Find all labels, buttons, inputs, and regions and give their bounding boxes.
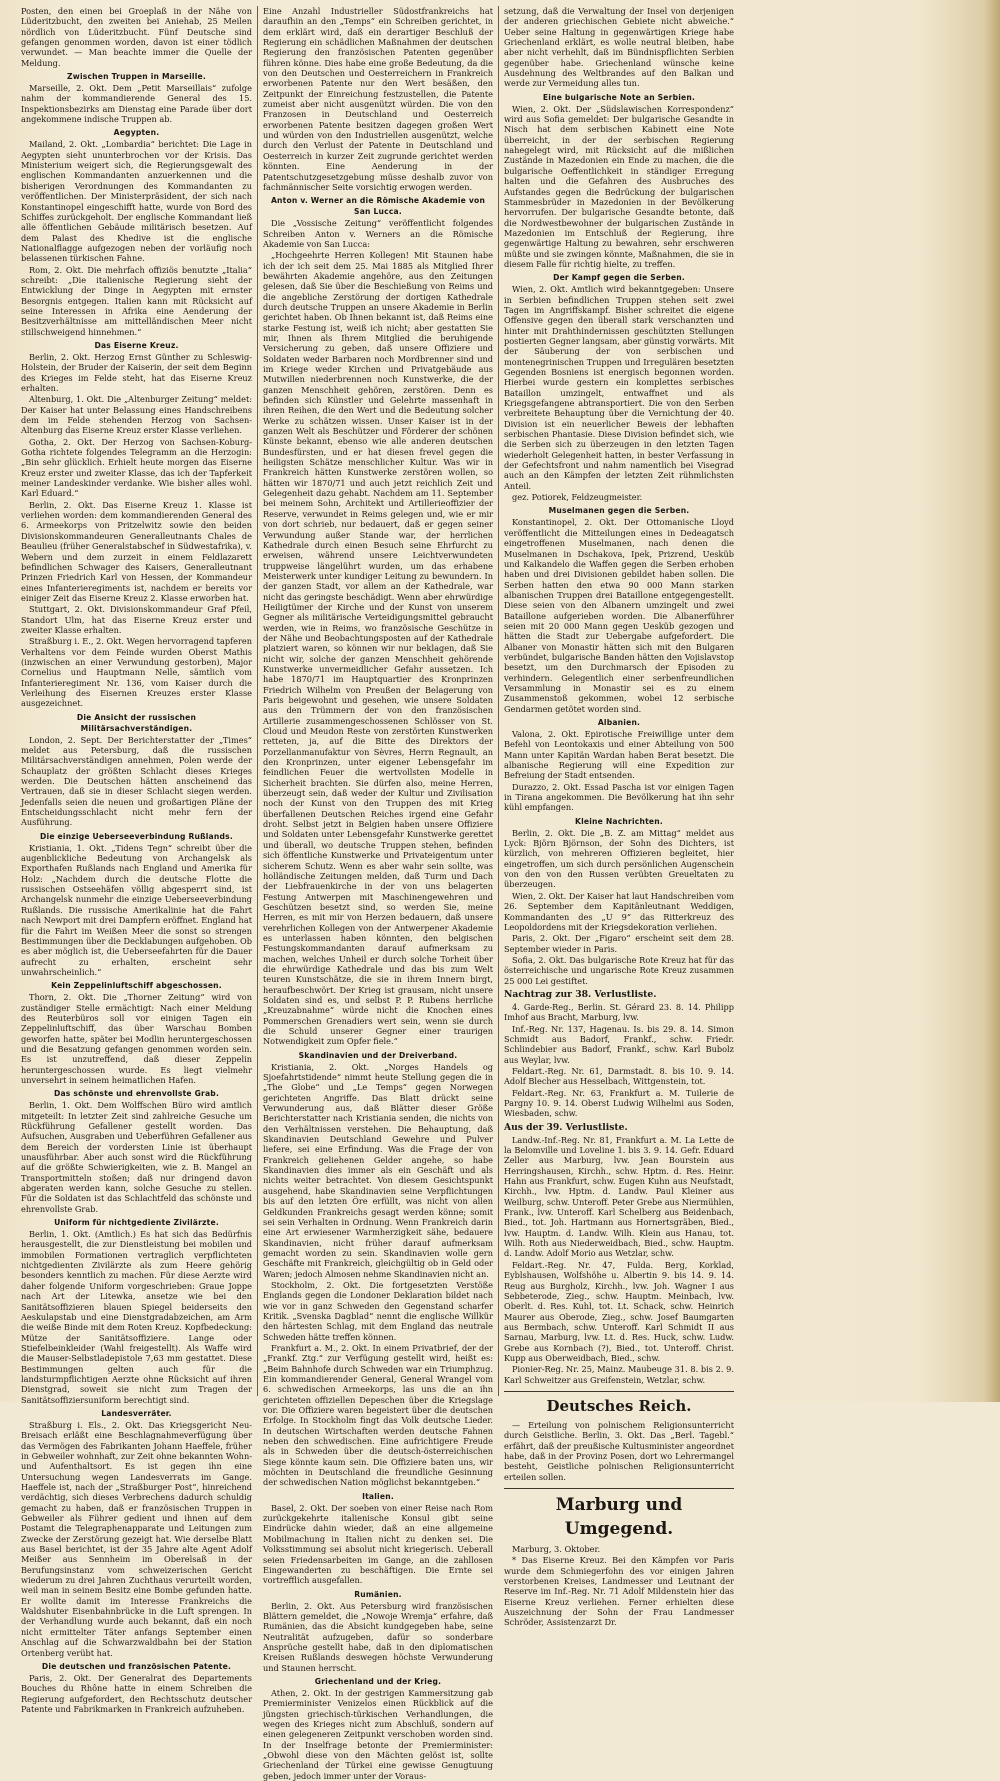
article-paragraph: Basel, 2. Okt. Der soeben von einer Reise nach Rom zurückgekehrte italienische Konsul gibt seine Eindrücke dahin wieder, daß an eine allgemeine Mobilmachung in Italien nicht zu denken sei. Die Volksstimmung sei absolut nicht kriegerisch. Ueberall seien Friedensarbeiten im Gange, an die zahllosen Eingewanderten zu beschäftigen. Die Ernte sei vortrefflich ausgefallen. bbox=[263, 1502, 493, 1586]
section-heading: Das Eiserne Kreuz. bbox=[94, 340, 179, 350]
article-paragraph: Valona, 2. Okt. Epirotische Freiwillige unter dem Befehl von Leontokaxis und einer Abteilung von 500 Mann unter Kapitän Wardan haben Berat besetzt. Die albanische Regierung will eine Expedition zur Befreiung der Stadt entsenden. bbox=[504, 729, 734, 781]
article-paragraph: Thorn, 2. Okt. Die „Thorner Zeitung“ wird von zuständiger Stelle ermächtigt: Nach einer Meldung des Reuterbüros soll vor einigen Tagen ein Zeppelinluftschiff, das über Warschau Bomben geworfen hatte, später bei Modlin heruntergeschossen und die Besatzung gefangen genommen worden sein. Es ist unzutreffend, daß dieser Zeppelin heruntergeschossen wurde. Es liegt vielmehr unversehrt in seinem heimatlichen Hafen. bbox=[21, 992, 252, 1085]
section-heading: Die einzige Ueberseeverbindung Rußlands. bbox=[40, 831, 233, 841]
section-heading: Aegypten. bbox=[113, 128, 160, 138]
section-heading: Albanien. bbox=[597, 718, 641, 727]
section-heading: Italien. bbox=[362, 1491, 394, 1501]
article-paragraph: Berlin, 2. Okt. Herzog Ernst Günther zu Schleswig-Holstein, der Bruder der Kaiserin, der seit dem Beginn des Krieges im Felde steht, hat das Eiserne Kreuz erhalten. bbox=[21, 351, 252, 393]
section-heading: Griechenland und der Krieg. bbox=[314, 1676, 442, 1686]
article-paragraph: Berlin, 2. Okt. Das Eiserne Kreuz 1. Klasse ist verliehen worden: dem kommandierenden General des 6. Armeekorps von Pritzelwitz sowie den beiden Divisionskommandeuren Generalleutnants Chales de Beaulieu (früher Generalstabschef in Südwestafrika), v. Webern und dem zurzeit in einem Feldlazarett befindlichen Schwager des Kaisers, Generalleutnant Prinzen Friedrich Karl von Hessen, der Kommandeur eines Infanterieregiments ist, nachdem er bereits vor einiger Zeit das Eiserne Kreuz 2. Klasse erworben hat. bbox=[21, 499, 252, 603]
section-heading: Zwischen Truppen in Marseille. bbox=[67, 72, 206, 82]
section-heading: Die Ansicht der russischen Militärsachverständigen. bbox=[76, 712, 197, 733]
column-container bbox=[16, 6, 982, 1781]
section-heading: Landesverräter. bbox=[101, 1408, 172, 1418]
article-paragraph: Gotha, 2. Okt. Der Herzog von Sachsen-Koburg-Gotha richtete folgendes Telegramm an die Herzogin: „Bin sehr glücklich. Erhielt heute morgen das Eiserne Kreuz erster und zweiter Klasse, das ich der Tapferkeit meiner Landeskinder verdanke. Wie bisher alles wohl. Karl Eduard.“ bbox=[21, 436, 252, 499]
article-paragraph: — Erteilung von polnischem Religionsunterricht durch Geistliche. Berlin, 3. Okt. Das „Berl. Tagebl.“ erfährt, daß der preußische Kultusminister angeordnet habe, daß in der Provinz Posen, dort wo Lehrermangel besteht, Geistliche polnischen Religionsunterricht erteilen sollen. bbox=[504, 1419, 734, 1482]
section-heading: Uniform für nichtgediente Zivilärzte. bbox=[54, 1218, 219, 1228]
article-paragraph: Pionier-Reg. Nr. 25, Mainz. Maubeuge 31. 8. bis 2. 9. Karl Schweitzer aus Greifenstein, Wetzlar, schw. bbox=[504, 1364, 734, 1385]
article-paragraph: Die „Vossische Zeitung“ veröffentlicht folgendes Schreiben Anton v. Werners an die Römische Akademie von San Lucca: bbox=[263, 218, 493, 249]
article-paragraph: Athen, 2. Okt. In der gestrigen Kammersitzung gab Premierminister Venizelos einen Rückblick auf die jüngsten griechisch-türkischen Verhandlungen, die wegen des Krieges nicht zum Abschluß, sondern auf einen gelegeneren Zeitpunkt verschoben worden sind. In der Inselfrage betonte der Premierminister: „Obwohl diese von den Mächten gelöst ist, sollte Griechenland der Türkei eine gewisse Genugtuung geben, jedoch immer unter der Voraus- bbox=[263, 1687, 493, 1781]
article-paragraph: Berlin, 2. Okt. Die „B. Z. am Mittag“ meldet aus Lyck: Björn Björnson, der Sohn des Dichters, ist kürzlich, von mehreren Offizieren begleitet, hier eingetroffen, um sich durch persönlichen Augenschein von den von den Russen verübten Greueltaten zu überzeugen. bbox=[504, 827, 734, 890]
article-paragraph: Konstantinopel, 2. Okt. Der Ottomanische Lloyd veröffentlicht die Mitteilungen eines in Dedeagatsch eingetroffenen Muselmanen, nach denen die Muselmanen in Dschakova, Ipek, Prizrend, Uesküb und Kalkandelo die Waffen gegen die Serben erhoben haben und drei Divisionen gebildet haben sollen. Die Serben hatten den etwa 90 000 Mann starken albanischen Truppen drei Bataillone entgegengestellt. Diese seien von den Albanern umzingelt und zwei Bataillone aufgerieben worden. Die Albanerführer seien mit 20 000 Mann gegen Uesküb gezogen und hätten die Stadt zur Uebergabe aufgefordert. Die Albaner von Monastir hätten sich mit den Bulgaren verbündet, bulgarische Banden hätten den Vojislavstop besetzt, um den Durchmarsch der Episoden zu verhindern. Gelegentlich einer serbenfreundlichen Versammlung in Monastir sei es zu einem Zusammenstoß gekommen, wobei 12 serbische Gendarmen getötet worden sind. bbox=[504, 517, 734, 714]
section-heading: Die deutschen und französischen Patente. bbox=[41, 1661, 232, 1671]
article-paragraph: setzung, daß die Verwaltung der Insel von derjenigen der anderen griechischen Gebiete nicht abweiche.“ Ueber seine Haltung in gegenwärtigen Kriege habe Griechenland erklärt, es wolle neutral bleiben, habe aber nicht verhehlt, daß im Bündnispflichten Serbien gegenüber habe. Griechenland wünsche keine Ausdehnung des Weltbrandes auf den Balkan und werde zur Vermeidung alles tun. bbox=[504, 6, 734, 89]
list-heading: Aus der 39. Verlustliste. bbox=[504, 1121, 628, 1133]
article-paragraph: Eine Anzahl Industrieller Südostfrankreichs hat daraufhin an den „Temps“ ein Schreiben gerichtet, in dem erklärt wird, daß ein derartiger Beschluß der Regierung ein schädlichen Maßnahmen der deutschen Regierung den französischen Patenten gegenüber führen könne. Dies habe eine große Bedeutung, da die von den Deutschen und Oesterreichern in Frankreich erworbenen Patente nur den Wert besäßen, den Zeitpunkt der Einreichung festzustellen, die Patente zumeist aber nicht ausgenützt würden. Die von den Franzosen in Deutschland und Oesterreich erworbenen Patente besitzen dagegen großen Wert und würden von den Industriellen ausgenützt, welche durch den Verlust der Patente in Deutschland und Oesterreich in kurzer Zeit zugrunde gerichtet werden könnten. Eine Aenderung in der Patentschutzgesetzgebung müsse deshalb zuvor von fachmännischer Seite vorsichtig erwogen werden. bbox=[263, 6, 493, 192]
section-heading: Eine bulgarische Note an Serbien. bbox=[542, 92, 696, 102]
section-heading: Das schönste und ehrenvollste Grab. bbox=[53, 1089, 220, 1099]
page-edge-shadow bbox=[984, 0, 1000, 1402]
article-paragraph: 4. Garde-Reg., Berlin. St. Gérard 23. 8. 14. Philipp Imhof aus Bracht, Marburg, lvw. bbox=[504, 1001, 734, 1023]
article-paragraph: Mailand, 2. Okt. „Lombardia“ berichtet: Die Lage in Aegypten sieht ununterbrochen vor der Krisis. Das Ministerium weigert sich, die Regierungsgewalt des englischen Kommandanten anzuerkennen und die bisherigen Verordnungen des Kommandanten zu veröffentlichen. Der Ministerpräsident, der sich nach Konstantinopel eingeschifft hatte, wurde von Bord des Schiffes zurückgeholt. Der englische Kommandant ließ alle öffentlichen Gebäude militärisch besetzen. Auf dem Palast des Khedive ist die englische Nationalflagge aufgezogen neben der vorläufig noch belassenen türkischen Fahne. bbox=[21, 139, 252, 264]
section-heading: Muselmanen gegen die Serben. bbox=[548, 506, 690, 516]
section-heading: Kein Zeppelinluftschiff abgeschossen. bbox=[51, 981, 222, 991]
article-paragraph: Frankfurt a. M., 2. Okt. In einem Privatbrief, der der „Frankf. Ztg.“ zur Verfügung gestellt wird, heißt es: „Beim Bahnhofe durch Schweden war ein Triumphzug. Ein kommandierender General, General Wrangel vom 6. schwedischen Armeekorps, las uns die an ihn gerichteten offiziellen Depeschen über die Kriegslage vor. Die Offiziere waren begeistert über die deutschen Erfolge. In Stockholm fingt das Volk deutsche Lieder. In deutschen Wirtschaften werden deutsche Fahnen neben den schwedischen. Eine aufrichtigere Freude als in Schweden über die deutsch-österreichischen Siege könnte kaum sein. Die Offiziere baten uns, wir möchten in Deutschland die freundliche Gesinnung der schwedischen Nation möglichst bekanntgeben.“ bbox=[263, 1342, 493, 1488]
article-paragraph: Feldart.-Reg. Nr. 61, Darmstadt. 8. bis 10. 9. 14. Adolf Blecher aus Hesselbach, Wittgenstein, tot. bbox=[504, 1065, 734, 1087]
article-paragraph: Altenburg, 1. Okt. Die „Altenburger Zeitung“ meldet: Der Kaiser hat unter Belassung eines Handschreibens dem im Felde stehenden Herzog von Sachsen-Altenburg das Eiserne Kreuz erster Klasse verliehen. bbox=[21, 394, 252, 436]
article-paragraph: Feldart.-Reg. Nr. 47, Fulda. Berg, Korklad, Eyblshausen, Wolfshöhe u. Albertin 9. bis 14. 9. 14. Reug aus Burgholz, Kirchh., lvw. Joh. Wagner I aus Sebbeterode, Zieg., schw. Hauptm. Meinbach, lvw. Oberlt. d. Res. Kuhl, tot. Lt. Schack, schw. Heinrich Maurer aus Oberode, Zieg., schw. Josef Baumgarten aus Bermbach, schw. Unteroff. Karl Schmidt II aus Sarnau, Marburg, lvw. Lt. d. Res. Huck, schw. Ludw. Grebe aus Kornbach (?), Bied., tot. Unteroff. Christ. Kupp aus Oberweidbach, Bied., schw. bbox=[504, 1259, 734, 1363]
article-paragraph: Durazzo, 2. Okt. Essad Pascha ist vor einigen Tagen in Tirana angekommen. Die Bevölkerung hat ihn sehr kühl empfangen. bbox=[504, 781, 734, 813]
article-paragraph: „Hochgeehrte Herren Kollegen! Mit Staunen habe ich der ich seit dem 25. Mai 1885 als Mitglied Ihrer bewährten Akademie angehöre, aus den Zeitungen gelesen, daß Sie über die Beschießung von Reims und die angebliche Zerstörung der dortigen Kathedrale durch deutsche Truppen an unsere Akademie in Berlin gerichtet haben. Ob Ihnen bekannt ist, daß Reims eine starke Festung ist, weiß ich nicht; aber gestatten Sie mir, Ihnen als Ihrem Mitglied die beruhigende Versicherung zu geben, daß unsere Offiziere und Soldaten weder Barbaren noch Mordbrenner sind und im Kriege weder Kirchen und Privatgebäude aus Mutwillen niederbrennen noch Kunstwerke, die der ganzen Menschheit gehören, zerstören. Denn es befinden sich Künstler und Gelehrte massenhaft in ihren Reihen, die den Wert und die Bedeutung solcher Werke zu schätzen wissen. Unser Kaiser ist in der ganzen Welt als Beschützer und Förderer der schönen Künste bekannt, ebenso wie alle anderen deutschen Bundesfürsten, und er hat diesen frevel gegen die heiligsten Schätze menschlicher Kultur. Was wir in Frankreich hätten Kunstwerke zerstören wollen, so hätten wir 1870/71 und auch jetzt reichlich Zeit und Gelegenheit dazu gehabt. Nachdem am 11. September bei meinem Sohn, Architekt und Artillerieoffizier der Reserve, verwundet in Reims gelegen und, wie er mir von dort schrieb, nur bedauert, daß er gegen seiner Verwundung außer Stande war, der herrlichen Kathedrale durch einen Besuch seine Ehrfurcht zu erweisen, während unsere Leichtverwundeten truppweise längelührt wurden, um das erhabene Meisterwerk unter kundiger Leitung zu bewundern. In der ganzen Stadt, vor allem an der Kathedrale, war nicht das geringste beschädigt. Wenn aber ehrwürdige Heiligtümer der Kirche und der Kunst von unserem Gegner als militärische Verteidigungsmittel gebraucht werden, wie in Reims, wo französische Geschütze in der Nähe und Beobachtungsposten auf der Kathedrale platziert waren, so können wir nur beklagen, daß Sie nicht wir, solche der ganzen Menschheit gehörende Kunstwerke unvermeidlicher Gefahr aussetzen. Ich habe 1870/71 im Hauptquartier des Kronprinzen Friedrich Wilhelm von Preußen der Belagerung von Paris beigewohnt und gesehen, wie unsere Soldaten aus den Trümmern der von den französischen Artillerie zusammengeschossenen Schlösser von St. Cloud und Meudon Reste von zerstörten Kunstwerken retteten, ja, auf die Bitte des Direktors der Porzellanmanufaktur von Sèvres, Herrn Regnault, an den Kronprinzen, unter eigener Lebensgefahr im feindlichen Feuer die wertvollsten Modelle in Sicherheit brachten. Sie dürfen also, meine Herren, überzeugt sein, daß weder der Kultur und Zivilisation noch der Kunst von den Truppen des mit Krieg überfallenen Deutschen Reiches irgend eine Gefahr droht. Selbst jetzt in Belgien haben unsere Offiziere und Soldaten unter Lebensgefahr Kunstwerke gerettet und überall, wo deutsche Truppen stehen, befinden sich öffentliche Kunstwerke und Privateigentum unter sicherem Schutz. Wenn es aber wahr sein sollte, was holländische Zeitungen melden, daß Turm und Dach der Liebfrauenkirche in der von uns belagerten Festung Antwerpen mit Maschinengewehren und Geschützen besetzt sind, so werden Sie, meine Herren, es mit mir von Herzen bedauern, daß unsere verehrlichen Kollegen von der Antwerpener Akademie es unterlassen haben könnten, den belgischen Festungskommandanten darauf aufmerksam zu machen, welches Unheil er durch solche Torheit über die ehrwürdige Kathedrale und das bis zum Welt teuren Kunstschätze, die sie in ihrem Innern birgt, heraufbeschwört. Der Krieg ist grausam, nicht unsere Soldaten sind es, und selbst P. P. Rubens herrliche „Kreuzabnahme“ würde nicht die Knochen eines Pommerschen Grenadiers wert sein, wenn sie durch die Schuld unserer Gegner einer traurigen Notwendigkeit zum Opfer fiele.“ bbox=[263, 250, 493, 1047]
article-paragraph: Berlin, 1. Okt. (Amtlich.) Es hat sich das Bedürfnis herausgestellt, die zur Dienstleistung bei mobilen und immobilen Formationen vertraglich verpflichteten nichtgedienten Zivilärzte als zum Heere gehörig besonders kenntlich zu machen. Für diese Aerzte wird daher folgende Uniform vorgeschrieben: Graue Joppe nach Art der Litewka, ansetze wie bei den Sanitätsoffizieren blauen Spiegel beiderseits den Aeskulapstab und eine Dienstgradabzeichen, am Arm die weiße Binde mit dem Roten Kreuz. Kopfbedeckung: Mütze der Sanitätsoffiziere. Lange oder Stiefelbeinkleider (Wahl freigestellt). Als Waffe wird die Mauser-Selbstladepistole 7,63 mm gestattet. Diese Bestimmungen gelten auch für die landsturmpflichtigen Aerzte ohne Rücksicht auf ihren Dienstgrad, soweit sie nicht zum Tragen der Sanitätsoffiziersuniform berechtigt sind. bbox=[21, 1229, 252, 1405]
article-paragraph: Marseille, 2. Okt. Dem „Petit Marseillais“ zufolge nahm der kommandierende General des 15. Inspektionsbezirks am Dienstag eine Parade über dort angekommene indische Truppen ab. bbox=[21, 83, 252, 125]
section-heading: Rumänien. bbox=[354, 1589, 402, 1599]
column-3 bbox=[498, 6, 739, 1628]
section-heading: Skandinavien und der Dreiverband. bbox=[298, 1050, 458, 1060]
article-paragraph: Wien, 2. Okt. Amtlich wird bekanntgegeben: Unsere in Serbien befindlichen Truppen stehen seit zwei Tagen im Angriffskampf. Bisher schreitet die eigene Offensive gegen den überall stark verschanzten und hinter mit Drahthindernissen geschützten Stellungen postierten Gegner langsam, aber günstig vorwärts. Mit der Säuberung der von serbischen und montenegrinischen Truppen und Irregulären besetzten Gegenden Bosniens ist energisch begonnen worden. Hierbei wurde gestern ein komplettes serbisches Bataillon umzingelt, entwaffnet und als Kriegsgefangene abtransportiert. Die von den Serben verbreitete Behauptung über die Vernichtung der 40. Division ist ein neuerlicher Beweis der lebhaften serbischen Phantasie. Diese Division befindet sich, wie die Serben sich zu überzeugen in den letzten Tagen wiederholt Gelegenheit hatten, in bester Verfassung in der Gefechtsfront und nahm namentlich bei Visegrad auch an den Kämpfen der letzten Zeit rühmlichsten Anteil. bbox=[504, 284, 734, 491]
article-paragraph: Inf.-Reg. Nr. 137, Hagenau. Is. bis 29. 8. 14. Simon Schmidt aus Badorf, Frankf., schw. Friedr. Schlindebier aus Badorf, Frankf., schw. Karl Bubolz aus Weylar, lvw. bbox=[504, 1023, 734, 1065]
article-paragraph: Posten, den einen bei Groeplaß in der Nähe von Lüderitzbucht, den zweiten bei Aniehab, 25 Meilen nördlich von Lüderitzbucht. Fünf Deutsche sind gefangen genommen worden, davon ist einer tödlich verwundet. — Man beachte immer die Quelle der Meldung. bbox=[21, 6, 252, 68]
major-section-heading: Deutsches Reich. bbox=[504, 1391, 734, 1417]
article-paragraph: Rom, 2. Okt. Die mehrfach offiziös benutzte „Italia“ schreibt: „Die italienische Regierung sieht der Entwicklung der Dinge in Aegypten mit ernster Besorgnis entgegen. Italien kann mit Rücksicht auf seine Interessen in Afrika eine Aenderung der Besitzverhältnisse am mittelländischen Meer nicht stillschweigend hinnehmen.“ bbox=[21, 264, 252, 337]
section-heading: Der Kampf gegen die Serben. bbox=[553, 273, 685, 283]
article-paragraph: Paris, 2. Okt. Der „Figaro“ erscheint seit dem 28. September wieder in Paris. bbox=[504, 933, 734, 954]
article-paragraph: Kristiania, 2. Okt. „Norges Handels og Sjoefahrtstidende“ nimmt heute Stellung gegen die in „The Globe“ und „Le Temps“ gegen Norwegen gerichteten Angriffe. Das Blatt drückt seine Verwunderung aus, daß Blätter dieser Größe Berichterstatter nach Kristiania senden, die nichts von den Verhältnissen verstehen. Die Behauptung, daß Skandinavien Deutschland Gewehre und Pulver liefere, sei eine Erfindung. Was die Frage der von Frankreich geliehenen Gelder angehe, so habe Skandinavien dies immer als ein Geschäft und als nichts weiter betrachtet. Von diesem Gesichtspunkt ausgehend, habe Skandinavien seine Verpflichtungen bis auf den letzten Öre erfüllt, was nicht von allen Geldkunden Frankreichs gesagt werden könne; somit sei sein Verhalten in Ordnung. Wenn Frankreich darin eine Art erwiesener Warmherzigkeit sähe, bedauere Skandinavien, nicht früher darauf aufmerksam gemacht worden zu sein. Skandinavien wolle gern Geschäfte mit Frankreich, gleichgültig ob in Geld oder Waren; jedoch Almosen nehme Skandinavien nicht an. bbox=[263, 1061, 493, 1279]
article-paragraph: Berlin, 1. Okt. Dem Wolffschen Büro wird amtlich mitgeteilt: In letzter Zeit sind zahlreiche Gesuche um Rückführung Gefallener gestellt worden. Das Aufsuchen, Ausgraben und Ueberführen Gefallener aus dem Bereich der vordersten Linie ist überhaupt unausführbar. Aber auch sonst wird die Rückführung auf die größte Schwierigkeiten, wie z. B. Mangel an Transportmitteln stoßen; daß nur dringend davon abgeraten werden kann, solche Gesuche zu stellen. Für die Soldaten ist das Schlachtfeld das schönste und ehrenvollste Grab. bbox=[21, 1100, 252, 1214]
article-paragraph: Sofia, 2. Okt. Das bulgarische Rote Kreuz hat für das österreichische und ungarische Rote Kreuz zusammen 25 000 Lei gestiftet. bbox=[504, 954, 734, 986]
article-paragraph: Straßburg i. Els., 2. Okt. Das Kriegsgericht Neu-Breisach erläßt eine Beschlagnahmeverfügung über das Vermögen des Fabrikanten Johann Haeffele, früher in Gebweiler wohnhaft, zur Zeit ohne bekannten Wohn- und Aufenthaltsort. Es ist gegen ihn eine Untersuchung wegen Landesverrats im Gange. Haeffele ist, nach der „Straßburger Post“, hinreichend verdächtig, sich dieses Verbrechens dadurch schuldig gemacht zu haben, daß er französischen Truppen in Gebweiler als Führer gedient und ihnen auf dem Postamt die Telegraphenapparate und Leitungen zum Zwecke der Zerstörung gezeigt hat. Wie derselbe Blatt aus Basel berichtet, ist der 35 Jahre alte Agent Adolf Meißer aus Sennheim im Oberelsaß in der Berufungsinstanz vom schweizerischen Gericht wiederum zu drei Jahren Zuchthaus verurteilt worden, weil man in seinem Besitz eine Bombe gefunden hatte. Er wollte damit im Interesse Frankreichs die Waldshuter Eisenbahnbrücke in die Luft sprengen. In der Verhandlung wurde auch bekannt, daß ein noch nicht ermittelter Täter anfangs September einen Anschlag auf die Schwarzwaldbahn bei der Station Ortenberg verübt hat. bbox=[21, 1419, 252, 1658]
article-paragraph: Marburg, 3. Oktober. bbox=[512, 1544, 601, 1554]
column-2 bbox=[257, 6, 498, 1781]
section-heading: Anton v. Werner an die Römische Akademie von San Lucca. bbox=[270, 196, 486, 217]
list-heading: Nachtrag zur 38. Verlustliste. bbox=[504, 988, 657, 1000]
column-1 bbox=[16, 6, 257, 1714]
section-heading: Kleine Nachrichten. bbox=[575, 816, 663, 826]
article-paragraph: Stockholm, 2. Okt. Die fortgesetzten Verstöße Englands gegen die Londoner Deklaration bildet nach wie vor in ganz Schweden den Gegenstand scharfer Kritik. „Svenska Dagblad“ nennt die englische Willkür den härtesten Schlag, mit dem England das neutrale Schweden hätte treffen können. bbox=[263, 1279, 493, 1342]
article-paragraph: Paris, 2. Okt. Der Generalrat des Departements Bouches du Rhône hatte in einem Schreiben die Regierung aufgefordert, den Rechtsschutz deutscher Patente und Fabrikmarken in Frankreich aufzuheben. bbox=[21, 1672, 252, 1714]
article-paragraph: gez. Potiorek, Feldzeugmeister. bbox=[512, 492, 643, 503]
article-paragraph: Berlin, 2. Okt. Aus Petersburg wird französischen Blättern gemeldet, die „Nowoje Wremja“ erfahre, daß Rumänien, das die Absicht kundgegeben habe, seine Neutralität aufzugeben, dafür so sonderbare Ansprüche gestellt habe, daß in den diplomatischen Kreisen Rußlands deswegen höchste Verwunderung und Staunen herrscht. bbox=[263, 1600, 493, 1673]
article-paragraph: Stuttgart, 2. Okt. Divisionskommandeur Graf Pfeil, Standort Ulm, hat das Eiserne Kreuz erster und zweiter Klasse erhalten. bbox=[21, 604, 252, 635]
article-paragraph: * Das Eiserne Kreuz. Bei den Kämpfen vor Paris wurde dem Schmiegerfohn des vor einigen Jahren verstorbenen Kreises, Landmesser und Leutnant der Reserve im Inf.-Reg. Nr. 71 Adolf Mildenstein hier das Eiserne Kreuz verliehen. Ferner erhielten diese Auszeichnung der Sohn der Frau Landmesser Schröder, Assistenzarzt Dr. bbox=[504, 1555, 734, 1628]
article-paragraph: Kristiania, 1. Okt. „Tidens Tegn“ schreibt über die augenblickliche Bedeutung von Archangelsk als Exporthafen Rußlands nach England und Amerika für Holz: „Nachdem durch die deutsche Flotte die russischen Ostseehäfen völlig abgesperrt sind, ist Archangelsk nunmehr die einzige Ueberseeverbindung Rußlands. Die russische Amerikalinie hat die Fahrt nach Newport mit drei Dampfern eröffnet. England hat für die Fahrt im Weißen Meer die sonst so strengen Bestimmungen über die Decklabungen aufgehoben. Ob es aber möglich ist, die Ueberseefahrten für die Dauer aufrecht zu erhalten, erscheint sehr unwahrscheinlich.“ bbox=[21, 842, 252, 977]
article-paragraph: London, 2. Sept. Der Berichterstatter der „Times“ meldet aus Petersburg, daß die russischen Militärsachverständigen annehmen, Polen werde der Schauplatz der größten Schlacht dieses Krieges werden. Die Deutschen hätten anscheinend das Vertrauen, daß sie in dieser Schlacht siegen werden. Jedenfalls seien die neuen und großartigen Pläne der Entscheidungsschlacht nicht mehr fern der Ausführung. bbox=[21, 734, 252, 828]
article-paragraph: Feldart.-Reg. Nr. 63, Frankfurt a. M. Tuilerie de Pargny 10. 9. 14. Oberst Ludwig Wilhelmi aus Soden, Wiesbaden, schw. bbox=[504, 1087, 734, 1119]
article-paragraph: Wien, 2. Okt. Der „Südslawischen Korrespondenz“ wird aus Sofia gemeldet: Der bulgarische Gesandte in Nisch hat dem serbischen Kabinett eine Note überreicht, in der der serbischen Regierung nahegelegt wird, mit Rücksicht auf die mißlichen Zustände in Mazedonien ein Ende zu machen, die die bulgarische Oeffentlichkeit in ständiger Erregung halten und die Gefahren des Ausbruches des Aufstandes gegen die Bedrückung der bulgarischen Stammesbrüder in Mazedonien in der Bevölkerung hervorrufen. Der bulgarische Gesandte betonte, daß die Nordwestbewohner der bulgarischen Zustände in Mazedonien im Entschluß der Regierung, ihre gegenwärtige Haltung zu bewahren, sehr erschweren müßte und sie zwingen könnte, Maßnahmen, die sie in diesem Falle für richtig hielte, zu treffen. bbox=[504, 103, 734, 269]
article-paragraph: Landw.-Inf.-Reg. Nr. 81, Frankfurt a. M. La Lette de la Belomville und Loveline 1. bis 3. 9. 14. Gefr. Eduard Zeller aus Marburg, lvw. Jean Bourstein aus Herringshausen, Kirchh., schw. Hptm. d. Res. Heinr. Hahn aus Frankfurt, schw. Eugen Kuhn aus Neufstadt, Kirchh., lvw. Hptm. d. Landw. Paul Kleiner aus Weilburg, schw. Unteroff. Peter Grebe aus Niermühlen, Frank., lvw. Unteroff. Karl Schelberg aus Beidenbach, Bied., tot. Joh. Hartmann aus Hornertsgräben, Bied., lvw. Hauptm. d. Landw. Wilh. Klein aus Hanau, tot. Wilh. Roth aus Niederweidbach, Bied., schw. Hauptm. d. Landw. Adolf Morio aus Wetzlar, schw. bbox=[504, 1134, 734, 1259]
local-section-heading: Marburg und Umgegend. bbox=[504, 1488, 734, 1541]
article-paragraph: Straßburg i. E., 2. Okt. Wegen hervorragend tapferen Verhaltens vor dem Feinde wurden Oberst Mathis (inzwischen an einer Verwundung gestorben), Major Cornelius und Hauptmann Nelle, sämtlich vom Infanterieregiment Nr. 136, vom Kaiser durch die Verleihung des Eisernen Kreuzes erster Klasse ausgezeichnet. bbox=[21, 636, 253, 709]
article-paragraph: Wien, 2. Okt. Der Kaiser hat laut Handschreiben vom 26. September dem Kapitänleutnant Weddigen, Kommandanten des „U 9“ das Ritterkreuz des Leopoldordens mit der Kriegsdekoration verliehen. bbox=[504, 890, 734, 932]
